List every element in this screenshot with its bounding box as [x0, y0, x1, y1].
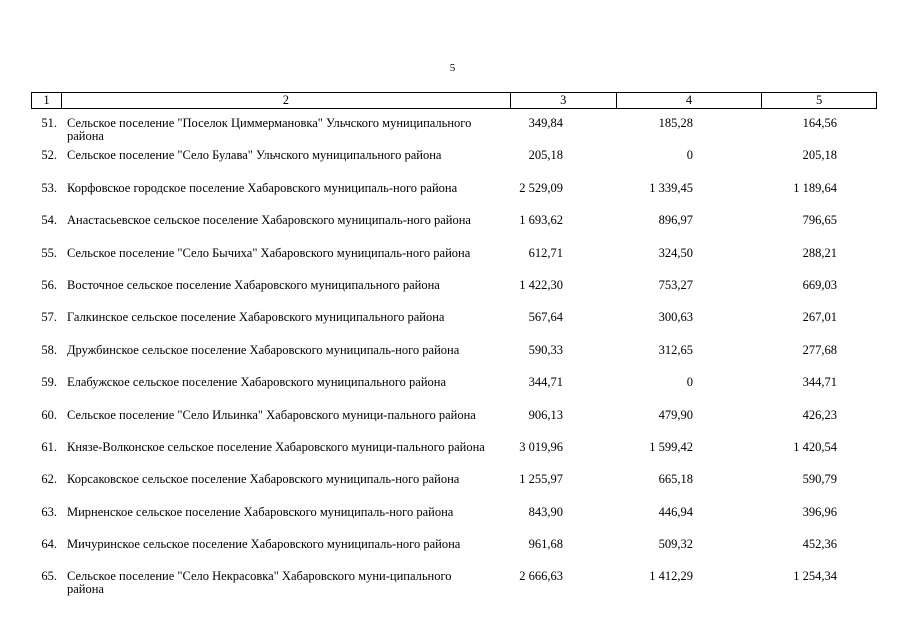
value-col-5: 1 254,34: [793, 569, 837, 584]
settlement-name: Дружбинское сельское поселение Хабаровского муниципаль-ного района: [67, 342, 460, 357]
value-col-3: 2 666,63: [519, 569, 563, 584]
settlement-name: Сельское поселение "Село Булава" Ульчского муниципального района: [67, 148, 442, 163]
settlement-name: Сельское поселение "Село Бычиха" Хабаровского муниципаль-ного района: [67, 245, 471, 260]
table-row: [31, 117, 877, 149]
settlement-name: Князе-Волконское сельское поселение Хабаровского муници-пального района: [67, 439, 485, 454]
value-col-5: 590,79: [802, 472, 837, 487]
table-body: [31, 117, 877, 603]
table-row: [31, 344, 877, 376]
value-col-3: 961,68: [528, 537, 563, 552]
value-col-5: 1 420,54: [793, 439, 837, 454]
row-number: 54.: [41, 213, 57, 228]
row-number: 65.: [41, 569, 57, 584]
value-col-4: 446,94: [658, 504, 693, 519]
value-col-5: 796,65: [802, 213, 837, 228]
row-number: 51.: [41, 116, 57, 130]
value-col-3: 590,33: [528, 342, 563, 357]
table-row: [31, 506, 877, 538]
value-col-3: 843,90: [528, 504, 563, 519]
value-col-5: 277,68: [802, 342, 837, 357]
value-col-4: 665,18: [658, 472, 693, 487]
value-col-3: 906,13: [528, 407, 563, 422]
header-cell-2: 2: [62, 93, 511, 108]
settlement-name: Восточное сельское поселение Хабаровского муниципального района: [67, 277, 440, 292]
value-col-4: 0: [686, 375, 693, 390]
settlement-name: Корфовское городское поселение Хабаровского муниципаль-ного района: [67, 180, 458, 195]
settlement-name: Галкинское сельское поселение Хабаровского муниципального района: [67, 310, 445, 325]
value-col-3: 2 529,09: [519, 180, 563, 195]
value-col-4: 1 412,29: [649, 569, 693, 584]
value-col-4: 312,65: [658, 342, 693, 357]
header-cell-1: 1: [32, 93, 62, 108]
table-row: [31, 570, 877, 602]
value-col-5: 452,36: [802, 537, 837, 552]
value-col-4: 479,90: [658, 407, 693, 422]
header-cell-5: 5: [816, 93, 823, 107]
row-number: 56.: [41, 277, 57, 292]
value-col-3: 1 693,62: [519, 213, 563, 228]
row-number: 53.: [41, 180, 57, 195]
row-number: 59.: [41, 375, 57, 390]
value-col-4: 753,27: [658, 277, 693, 292]
value-col-4: 185,28: [658, 116, 693, 130]
value-col-4: 1 599,42: [649, 439, 693, 454]
settlement-name: Елабужское сельское поселение Хабаровского муниципального района: [67, 375, 446, 390]
table-row: [31, 247, 877, 279]
table-row: [31, 409, 877, 441]
value-col-5: 205,18: [802, 148, 837, 163]
table-row: [31, 149, 877, 181]
table-row: [31, 182, 877, 214]
row-number: 58.: [41, 342, 57, 357]
table-row: [31, 214, 877, 246]
value-col-4: 1 339,45: [649, 180, 693, 195]
row-number: 55.: [41, 245, 57, 260]
settlement-name: Сельское поселение "Село Некрасовка" Хабаровского муни-ципального района: [67, 569, 452, 596]
row-number: 61.: [41, 439, 57, 454]
value-col-5: 288,21: [802, 245, 837, 260]
value-col-3: 612,71: [528, 245, 563, 260]
row-number: 60.: [41, 407, 57, 422]
row-number: 63.: [41, 504, 57, 519]
value-col-5: 267,01: [802, 310, 837, 325]
value-col-3: 349,84: [528, 116, 563, 130]
table-row: [31, 538, 877, 570]
value-col-5: 669,03: [802, 277, 837, 292]
table-row: [31, 311, 877, 343]
table-row: [31, 279, 877, 311]
settlement-name: Корсаковское сельское поселение Хабаровского муниципаль-ного района: [67, 472, 460, 487]
value-col-5: 396,96: [802, 504, 837, 519]
header-cell-4: 4: [617, 93, 763, 108]
settlement-name: Сельское поселение "Поселок Циммермановка" Ульчского муниципального района: [67, 116, 472, 143]
settlement-name: Сельское поселение "Село Ильинка" Хабаровского муници-пального района: [67, 407, 476, 422]
row-number: 64.: [41, 537, 57, 552]
value-col-3: 344,71: [528, 375, 563, 390]
value-col-3: 1 422,30: [519, 277, 563, 292]
value-col-5: 344,71: [802, 375, 837, 390]
value-col-5: 1 189,64: [793, 180, 837, 195]
settlement-name: Мирненское сельское поселение Хабаровского муниципаль-ного района: [67, 504, 454, 519]
row-number: 52.: [41, 148, 57, 163]
value-col-5: 164,56: [802, 116, 837, 130]
settlement-name: Анастасьевское сельское поселение Хабаровского муниципаль-ного района: [67, 213, 471, 228]
value-col-4: 509,32: [658, 537, 693, 552]
table-row: [31, 473, 877, 505]
value-col-5: 426,23: [802, 407, 837, 422]
row-number: 62.: [41, 472, 57, 487]
value-col-3: 3 019,96: [519, 439, 563, 454]
value-col-4: 324,50: [658, 245, 693, 260]
row-number: 57.: [41, 310, 57, 325]
value-col-3: 1 255,97: [519, 472, 563, 487]
page-number: 5: [449, 62, 456, 74]
table-row: [31, 441, 877, 473]
value-col-4: 0: [686, 148, 693, 163]
table-row: [31, 376, 877, 408]
value-col-4: 300,63: [658, 310, 693, 325]
value-col-3: 205,18: [528, 148, 563, 163]
value-col-4: 896,97: [658, 213, 693, 228]
settlement-name: Мичуринское сельское поселение Хабаровского муниципаль-ного района: [67, 537, 461, 552]
header-cell-3: 3: [511, 93, 617, 108]
table-header: [31, 92, 877, 109]
value-col-3: 567,64: [528, 310, 563, 325]
